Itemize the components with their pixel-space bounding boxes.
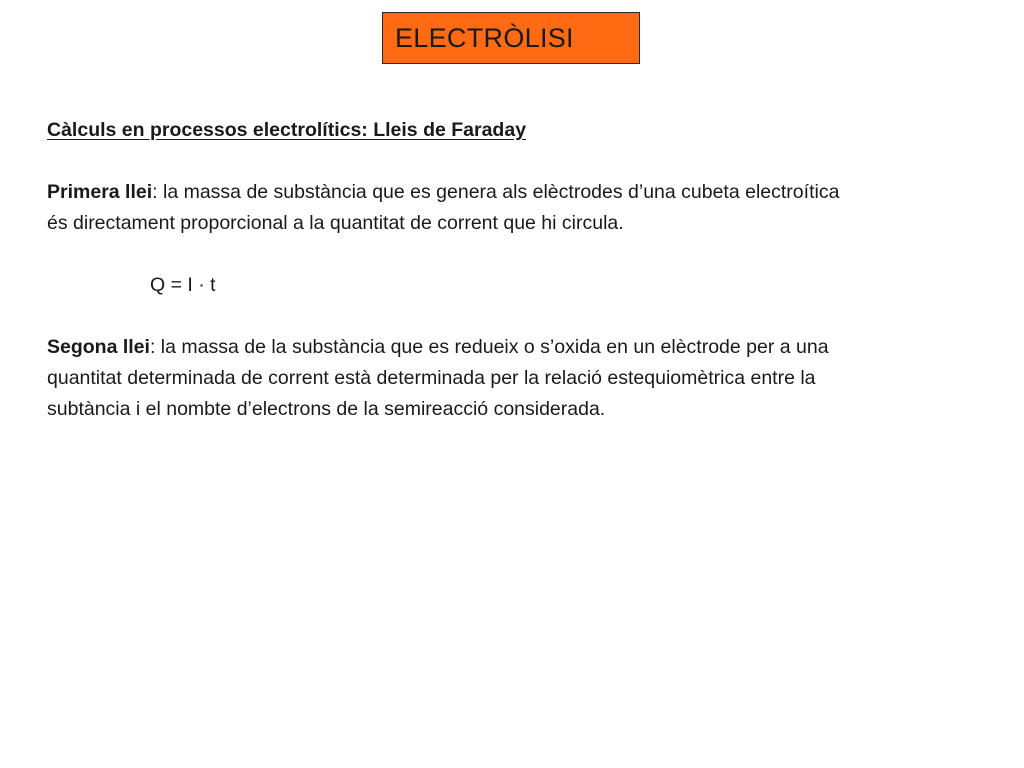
- first-law-label: Primera llei: [47, 181, 153, 203]
- second-law-label: Segona llei: [47, 336, 150, 358]
- second-law-line-3: subtància i el nombte d’electrons de la semireacció considerada.: [47, 398, 606, 420]
- first-law-text: : la massa de substància que es genera als elèctrodes d’una cubeta electroítica: [152, 181, 840, 203]
- section-heading: Càlculs en processos electrolítics: Lleis de Faraday: [47, 119, 527, 141]
- second-law-text: : la massa de la substància que es redueix o s’oxida en un elèctrode per a una: [149, 336, 829, 358]
- spacer: [47, 301, 997, 332]
- slide-body: [47, 115, 997, 425]
- faraday-formula: Q = I · t: [150, 274, 216, 296]
- spacer: [47, 239, 997, 270]
- slide-title: ELECTRÒLISI: [395, 22, 574, 53]
- spacer: [47, 146, 997, 177]
- first-law-line-2: és directament proporcional a la quantitat de corrent que hi circula.: [47, 212, 624, 234]
- second-law-line-1: [47, 332, 997, 363]
- first-law-line-1: [47, 177, 997, 208]
- second-law-line-2: quantitat determinada de corrent està determinada per la relació estequiomètrica entre la: [47, 367, 816, 389]
- title-box: [382, 12, 640, 64]
